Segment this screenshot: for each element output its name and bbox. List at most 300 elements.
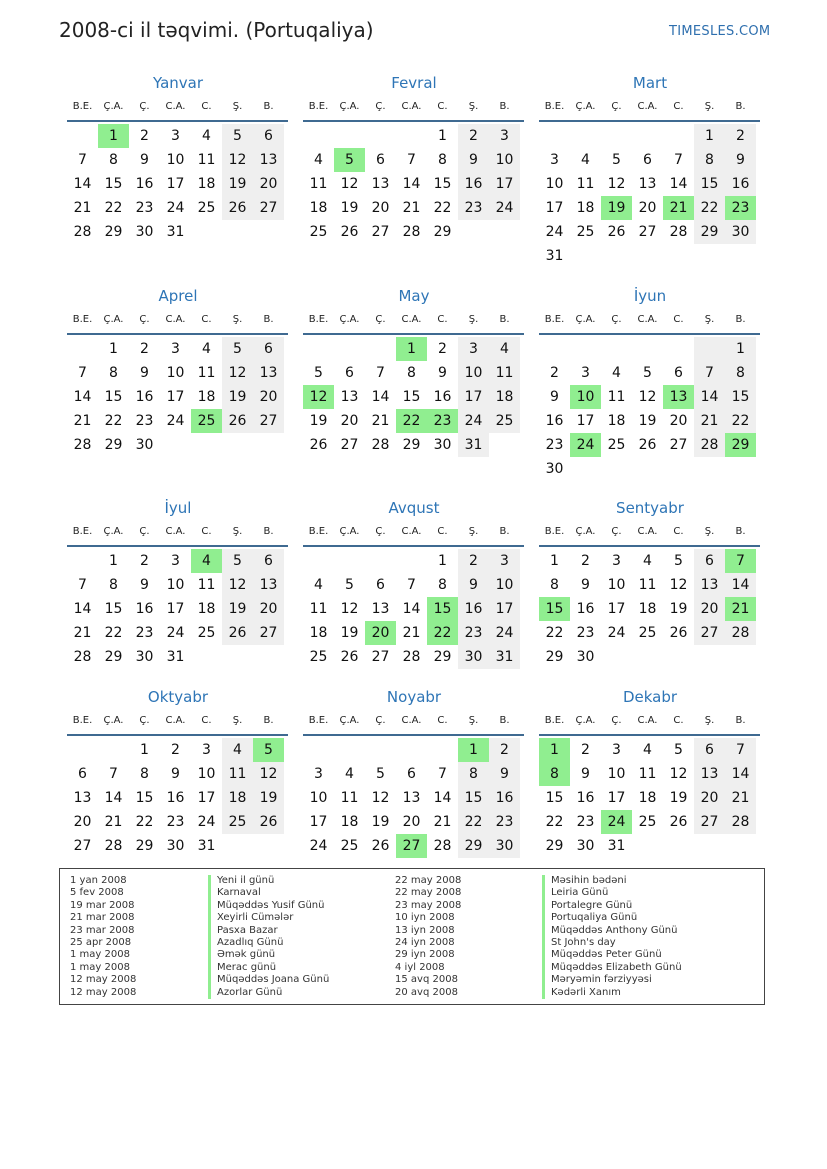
day-cell: 29 <box>104 224 123 240</box>
day-cell: 7 <box>78 577 87 593</box>
day-cell: 21 <box>104 814 123 830</box>
day-cell: 21 <box>694 409 725 433</box>
weekday-label: Ç.A. <box>339 526 360 537</box>
day-cell: 24 <box>166 200 185 216</box>
day-cell: 4 <box>202 341 211 357</box>
day-cell: 11 <box>197 365 216 381</box>
day-cell: 23 <box>576 814 595 830</box>
day-cell: 13 <box>340 389 359 405</box>
day-cell: 22 <box>427 621 458 645</box>
weekday-label: B. <box>735 101 746 112</box>
day-cell: 26 <box>669 625 688 641</box>
day-cell: 15 <box>539 597 570 621</box>
weekday-label: Ç. <box>139 314 150 325</box>
day-cell: 2 <box>550 365 559 381</box>
weekday-header <box>539 708 760 736</box>
month-avqust <box>304 497 524 669</box>
day-cell: 20 <box>73 814 92 830</box>
weekday-label: Ç.A. <box>575 715 596 726</box>
month-fevral <box>304 72 524 244</box>
day-cell: 19 <box>601 196 632 220</box>
day-cell: 2 <box>458 124 489 148</box>
weekday-label: B.E. <box>72 715 93 726</box>
day-cell: 30 <box>433 437 452 453</box>
weekday-label: B.E. <box>72 101 93 112</box>
weekday-label: Ç.A. <box>339 314 360 325</box>
weekday-header <box>67 307 288 335</box>
day-cell: 30 <box>135 224 154 240</box>
day-cell: 3 <box>489 124 520 148</box>
day-cell: 19 <box>638 413 657 429</box>
brand-logo-text[interactable]: TIMESLES.COM <box>669 24 771 39</box>
day-cell: 9 <box>458 148 489 172</box>
day-cell: 22 <box>433 200 452 216</box>
day-cell: 24 <box>489 196 520 220</box>
day-cell: 10 <box>166 577 185 593</box>
weekday-label: Ş. <box>468 526 479 537</box>
weekday-label: C. <box>201 101 212 112</box>
day-cell: 6 <box>376 152 385 168</box>
day-cell: 31 <box>166 649 185 665</box>
day-cell: 30 <box>576 838 595 854</box>
day-cell: 22 <box>545 625 564 641</box>
weekday-label: C.A. <box>401 526 422 537</box>
day-cell: 2 <box>581 742 590 758</box>
legend-holiday-date: 12 may 2008 <box>70 986 137 998</box>
day-cell: 14 <box>73 389 92 405</box>
day-cell: 20 <box>669 413 688 429</box>
day-cell: 17 <box>166 601 185 617</box>
legend-holiday-name: Müqəddəs Anthony Günü <box>542 925 682 937</box>
page-title: 2008-ci il təqvimi. (Portuqaliya) <box>59 18 374 42</box>
day-cell: 12 <box>222 361 253 385</box>
day-cell: 18 <box>607 413 626 429</box>
legend-names-2 <box>542 875 682 999</box>
day-cell: 13 <box>73 790 92 806</box>
weekday-label: B.E. <box>544 715 565 726</box>
legend-holiday-date: 1 may 2008 <box>70 949 130 961</box>
day-cell: 25 <box>340 838 359 854</box>
legend-holiday-date: 10 iyn 2008 <box>395 912 455 924</box>
weekday-label: B. <box>263 526 274 537</box>
legend-dates-1 <box>70 875 136 999</box>
day-cell: 14 <box>402 601 421 617</box>
day-cell: 6 <box>78 766 87 782</box>
weekday-label: C.A. <box>637 314 658 325</box>
day-cell: 19 <box>309 413 328 429</box>
day-cell: 29 <box>458 834 489 858</box>
day-cell: 28 <box>725 810 756 834</box>
legend-holiday-name: Müqəddəs Joana Günü <box>208 974 329 986</box>
day-cell: 10 <box>607 577 626 593</box>
empty-cell <box>539 124 570 148</box>
day-cell: 18 <box>309 200 328 216</box>
day-cell: 10 <box>545 176 564 192</box>
day-cell: 31 <box>197 838 216 854</box>
empty-cell <box>365 124 396 148</box>
day-cell: 7 <box>438 766 447 782</box>
day-cell: 2 <box>140 341 149 357</box>
day-grid <box>539 124 760 268</box>
weekday-label: Ç.A. <box>103 715 124 726</box>
day-cell: 21 <box>402 200 421 216</box>
weekday-label: B.E. <box>72 314 93 325</box>
weekday-label: B.E. <box>544 314 565 325</box>
day-cell: 4 <box>581 152 590 168</box>
weekday-label: Ş. <box>468 101 479 112</box>
day-cell: 5 <box>643 365 652 381</box>
empty-cell <box>303 738 334 762</box>
day-cell: 11 <box>576 176 595 192</box>
day-cell: 12 <box>340 601 359 617</box>
day-cell: 15 <box>725 385 756 409</box>
legend-holiday-name: Karnaval <box>208 887 329 899</box>
legend-dates-2 <box>395 875 461 999</box>
month-name: Avqust <box>388 499 440 517</box>
empty-cell <box>303 337 334 361</box>
day-cell: 13 <box>253 361 284 385</box>
month-name: May <box>398 287 430 305</box>
empty-cell <box>570 124 601 148</box>
day-cell: 27 <box>253 409 284 433</box>
day-grid <box>67 337 288 457</box>
weekday-label: C.A. <box>165 526 186 537</box>
day-cell: 21 <box>402 625 421 641</box>
day-cell: 5 <box>674 742 683 758</box>
day-cell: 11 <box>638 577 657 593</box>
month-yanvar <box>68 72 288 244</box>
day-grid <box>303 124 524 244</box>
day-cell: 17 <box>607 601 626 617</box>
day-cell: 23 <box>458 621 489 645</box>
month-dekabr <box>540 686 760 858</box>
day-cell: 23 <box>166 814 185 830</box>
weekday-label: Ş. <box>704 314 715 325</box>
day-cell: 1 <box>109 341 118 357</box>
day-cell: 3 <box>171 553 180 569</box>
day-cell: 7 <box>725 549 756 573</box>
legend-holiday-date: 23 mar 2008 <box>70 924 135 936</box>
day-grid <box>303 337 524 457</box>
day-cell: 3 <box>489 549 520 573</box>
day-cell: 29 <box>694 220 725 244</box>
legend-holiday-date: 29 iyn 2008 <box>395 949 455 961</box>
legend-holiday-name: Məsihin bədəni <box>542 875 682 887</box>
day-cell: 20 <box>694 786 725 810</box>
weekday-label: Ş. <box>704 526 715 537</box>
weekday-label: Ç. <box>375 314 386 325</box>
weekday-label: C.A. <box>165 314 186 325</box>
weekday-label: Ç.A. <box>575 101 596 112</box>
day-cell: 19 <box>340 200 359 216</box>
day-cell: 25 <box>309 224 328 240</box>
day-cell: 4 <box>612 365 621 381</box>
day-cell: 26 <box>222 409 253 433</box>
day-cell: 1 <box>140 742 149 758</box>
day-cell: 29 <box>104 437 123 453</box>
weekday-label: C. <box>201 526 212 537</box>
day-cell: 7 <box>109 766 118 782</box>
day-cell: 18 <box>222 786 253 810</box>
day-cell: 5 <box>345 577 354 593</box>
day-cell: 12 <box>638 389 657 405</box>
day-cell: 1 <box>725 337 756 361</box>
day-cell: 23 <box>576 625 595 641</box>
day-cell: 20 <box>371 200 390 216</box>
legend-holiday-date: 22 may 2008 <box>395 887 462 899</box>
day-cell: 27 <box>396 834 427 858</box>
day-cell: 15 <box>545 790 564 806</box>
empty-cell <box>67 337 98 361</box>
empty-cell <box>601 337 632 361</box>
day-cell: 20 <box>638 200 657 216</box>
month-aprel <box>68 285 288 457</box>
empty-cell <box>334 337 365 361</box>
empty-cell <box>694 337 725 361</box>
day-cell: 4 <box>643 742 652 758</box>
weekday-header <box>67 708 288 736</box>
day-cell: 21 <box>73 625 92 641</box>
day-cell: 12 <box>253 762 284 786</box>
weekday-label: Ş. <box>232 526 243 537</box>
day-grid <box>303 738 524 858</box>
weekday-label: Ş. <box>232 101 243 112</box>
day-cell: 9 <box>581 577 590 593</box>
day-cell: 1 <box>438 553 447 569</box>
legend-holiday-name: St John's day <box>542 937 682 949</box>
day-cell: 20 <box>253 597 284 621</box>
day-cell: 28 <box>371 437 390 453</box>
day-cell: 28 <box>73 224 92 240</box>
day-cell: 14 <box>433 790 452 806</box>
day-cell: 3 <box>458 337 489 361</box>
day-cell: 25 <box>191 409 222 433</box>
day-cell: 30 <box>135 649 154 665</box>
day-cell: 17 <box>489 597 520 621</box>
day-cell: 5 <box>314 365 323 381</box>
weekday-label: C. <box>201 314 212 325</box>
day-cell: 27 <box>694 810 725 834</box>
day-cell: 20 <box>253 172 284 196</box>
day-cell: 8 <box>438 577 447 593</box>
empty-cell <box>601 124 632 148</box>
day-cell: 15 <box>402 389 421 405</box>
day-cell: 21 <box>725 597 756 621</box>
weekday-label: Ç. <box>611 715 622 726</box>
weekday-label: C.A. <box>165 101 186 112</box>
day-cell: 7 <box>407 577 416 593</box>
day-cell: 22 <box>725 409 756 433</box>
weekday-label: Ç. <box>139 526 150 537</box>
day-cell: 4 <box>202 128 211 144</box>
day-cell: 3 <box>314 766 323 782</box>
day-cell: 8 <box>438 152 447 168</box>
day-cell: 27 <box>371 224 390 240</box>
day-grid <box>67 738 288 858</box>
legend-holiday-date: 23 may 2008 <box>395 899 462 911</box>
weekday-label: B.E. <box>72 526 93 537</box>
weekday-label: C. <box>437 314 448 325</box>
day-cell: 14 <box>669 176 688 192</box>
empty-cell <box>334 549 365 573</box>
weekday-label: B. <box>499 101 510 112</box>
weekday-label: Ç. <box>139 101 150 112</box>
day-cell: 18 <box>340 814 359 830</box>
day-cell: 19 <box>253 786 284 810</box>
day-cell: 19 <box>222 597 253 621</box>
day-cell: 14 <box>73 601 92 617</box>
weekday-header <box>303 708 524 736</box>
day-cell: 14 <box>725 573 756 597</box>
day-cell: 30 <box>135 437 154 453</box>
day-cell: 24 <box>166 413 185 429</box>
month-i̇yul <box>68 497 288 669</box>
day-cell: 12 <box>222 573 253 597</box>
day-cell: 19 <box>222 385 253 409</box>
day-cell: 6 <box>694 738 725 762</box>
day-cell: 18 <box>197 176 216 192</box>
day-cell: 3 <box>550 152 559 168</box>
weekday-label: Ç. <box>611 314 622 325</box>
day-cell: 9 <box>581 766 590 782</box>
day-cell: 3 <box>171 128 180 144</box>
day-cell: 22 <box>135 814 154 830</box>
day-cell: 16 <box>458 597 489 621</box>
day-cell: 11 <box>222 762 253 786</box>
day-cell: 23 <box>135 625 154 641</box>
day-cell: 15 <box>433 176 452 192</box>
weekday-header <box>303 519 524 547</box>
weekday-label: Ç. <box>611 526 622 537</box>
legend-holiday-name: Leiria Günü <box>542 887 682 899</box>
day-cell: 30 <box>166 838 185 854</box>
weekday-label: C.A. <box>401 314 422 325</box>
day-cell: 16 <box>576 601 595 617</box>
day-cell: 21 <box>663 196 694 220</box>
day-grid <box>67 549 288 669</box>
day-cell: 23 <box>427 409 458 433</box>
day-cell: 2 <box>725 124 756 148</box>
day-cell: 21 <box>73 200 92 216</box>
legend-holiday-date: 22 may 2008 <box>395 875 462 886</box>
day-cell: 2 <box>581 553 590 569</box>
legend-holiday-name: Azadlıq Günü <box>208 937 329 949</box>
weekday-label: B.E. <box>544 526 565 537</box>
day-cell: 27 <box>371 649 390 665</box>
weekday-label: Ç.A. <box>103 526 124 537</box>
day-cell: 29 <box>433 649 452 665</box>
day-cell: 29 <box>104 649 123 665</box>
weekday-label: B.E. <box>308 314 329 325</box>
weekday-header <box>303 307 524 335</box>
day-cell: 16 <box>545 413 564 429</box>
empty-cell <box>67 549 98 573</box>
weekday-label: Ş. <box>704 715 715 726</box>
weekday-label: C.A. <box>637 101 658 112</box>
day-cell: 23 <box>135 413 154 429</box>
day-cell: 11 <box>309 176 328 192</box>
day-grid <box>539 549 760 669</box>
day-cell: 24 <box>607 625 626 641</box>
day-cell: 20 <box>253 385 284 409</box>
day-cell: 18 <box>489 385 520 409</box>
day-cell: 6 <box>345 365 354 381</box>
day-cell: 7 <box>725 738 756 762</box>
day-cell: 11 <box>197 577 216 593</box>
legend-holiday-name: Xeyirli Cümələr <box>208 912 329 924</box>
weekday-label: C.A. <box>401 101 422 112</box>
day-cell: 13 <box>371 176 390 192</box>
day-cell: 2 <box>438 341 447 357</box>
weekday-label: B.E. <box>308 715 329 726</box>
legend-holiday-date: 5 fev 2008 <box>70 887 124 899</box>
day-cell: 6 <box>694 549 725 573</box>
day-cell: 30 <box>545 461 564 477</box>
day-cell: 31 <box>607 838 626 854</box>
day-cell: 28 <box>694 433 725 457</box>
day-cell: 21 <box>73 413 92 429</box>
day-cell: 22 <box>545 814 564 830</box>
day-cell: 8 <box>694 148 725 172</box>
weekday-label: C. <box>437 715 448 726</box>
month-name: İyul <box>164 499 192 517</box>
empty-cell <box>632 124 663 148</box>
empty-cell <box>334 124 365 148</box>
legend-holiday-date: 25 apr 2008 <box>70 937 132 949</box>
weekday-label: Ç. <box>375 715 386 726</box>
day-cell: 29 <box>433 224 452 240</box>
day-cell: 6 <box>674 365 683 381</box>
legend-holiday-name: Məryəmin fərziyyəsi <box>542 974 682 986</box>
day-cell: 25 <box>607 437 626 453</box>
weekday-label: Ş. <box>704 101 715 112</box>
day-cell: 25 <box>309 649 328 665</box>
day-cell: 22 <box>694 196 725 220</box>
day-cell: 3 <box>612 553 621 569</box>
weekday-label: Ç.A. <box>575 314 596 325</box>
day-cell: 16 <box>135 601 154 617</box>
empty-cell <box>334 738 365 762</box>
day-cell: 1 <box>109 553 118 569</box>
weekday-label: Ç.A. <box>575 526 596 537</box>
day-cell: 6 <box>253 124 284 148</box>
weekday-label: Ş. <box>232 715 243 726</box>
day-cell: 29 <box>545 649 564 665</box>
day-cell: 17 <box>489 172 520 196</box>
day-cell: 12 <box>303 385 334 409</box>
day-cell: 30 <box>576 649 595 665</box>
day-cell: 9 <box>489 762 520 786</box>
day-grid <box>303 549 524 669</box>
weekday-header <box>67 519 288 547</box>
day-cell: 7 <box>78 365 87 381</box>
empty-cell <box>98 738 129 762</box>
day-cell: 16 <box>458 172 489 196</box>
day-cell: 13 <box>253 573 284 597</box>
day-cell: 1 <box>550 553 559 569</box>
legend-holiday-name: Əmək günü <box>208 949 329 961</box>
weekday-label: B.E. <box>544 101 565 112</box>
empty-cell <box>365 337 396 361</box>
weekday-header <box>539 94 760 122</box>
day-cell: 23 <box>135 200 154 216</box>
day-cell: 16 <box>489 786 520 810</box>
legend-holiday-name: Müqəddəs Peter Günü <box>542 949 682 961</box>
weekday-label: Ç.A. <box>339 715 360 726</box>
day-cell: 9 <box>140 152 149 168</box>
day-cell: 13 <box>694 762 725 786</box>
day-cell: 10 <box>489 573 520 597</box>
